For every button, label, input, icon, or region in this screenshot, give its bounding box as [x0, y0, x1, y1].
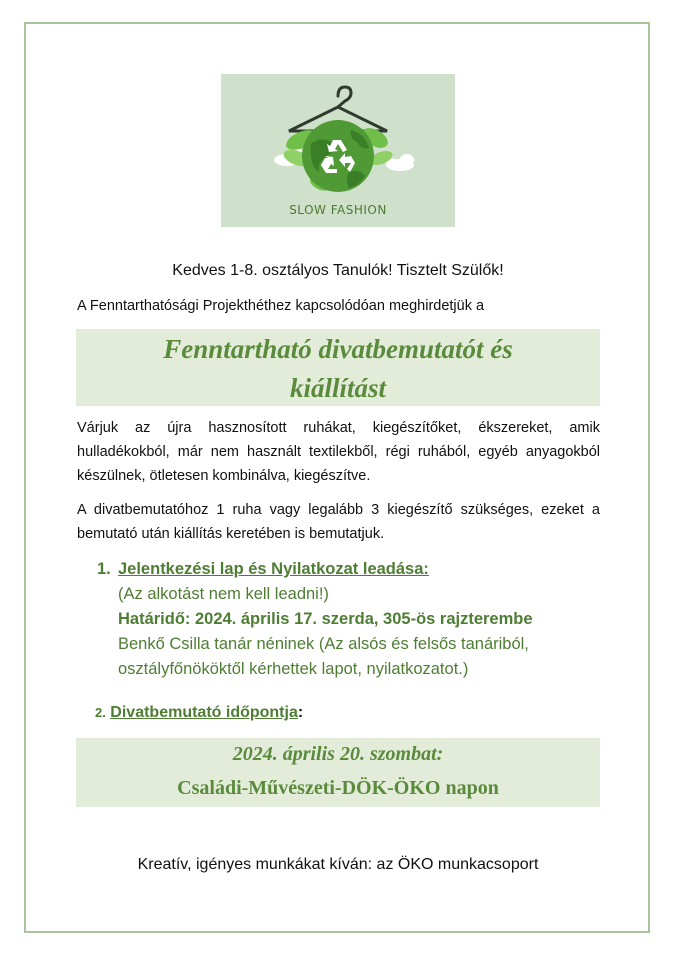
- paragraph-requirements: A divatbemutatóhoz 1 ruha vagy legalább 3 kiegészítő szükséges, ezeket a bemutató után kiállítás keretében is bemutatjuk.: [77, 502, 600, 542]
- registration-note: (Az alkotást nem kell leadni!): [118, 585, 329, 603]
- footer-signature: Kreatív, igényes munkákat kíván: az ÖKO munkacsoport: [137, 856, 539, 873]
- paragraph-invitation: Várjuk az újra hasznosított ruhákat, kiegészítőket, ékszereket, amik hulladékokból, már nem használt textilekből, régi ruhából, egyéb anyagokból készülnek, ötletesen kombinálva, kiegészítve.: [77, 420, 600, 484]
- registration-contact-line1: Benkő Csilla tanár néninek (Az alsós és felsős tanáriból,: [118, 635, 529, 653]
- event-date: 2024. április 20. szombat:: [232, 743, 444, 765]
- show-date-heading: Divatbemutató időpontja: [110, 704, 298, 721]
- registration-heading: Jelentkezési lap és Nyilatkozat leadása:: [118, 560, 429, 578]
- list-number: 2.: [95, 705, 106, 720]
- logo-text: SLOW FASHION: [289, 203, 387, 217]
- event-name: Családi-Művészeti-DÖK-ÖKO napon: [177, 777, 499, 799]
- globe-icon: [302, 120, 374, 192]
- greeting: Kedves 1-8. osztályos Tanulók! Tisztelt Szülők!: [172, 262, 504, 279]
- title-band: [76, 329, 600, 406]
- show-date-colon: :: [297, 704, 304, 721]
- registration-contact-line2: osztályfőnököktől kérhettek lapot, nyilatkozatot.): [118, 660, 469, 678]
- event-title-line1: Fenntartható divatbemutatót és: [163, 334, 513, 364]
- event-date-band: [76, 738, 600, 807]
- event-title-line2: kiállítást: [289, 373, 387, 403]
- list-item-show-date: [95, 704, 303, 722]
- registration-deadline: Határidő: 2024. április 17. szerda, 305-ös rajzterembe: [118, 610, 533, 628]
- list-item-body: [118, 557, 638, 682]
- intro-text: A Fenntarthatósági Projekthéthez kapcsolódóan meghirdetjük a: [77, 298, 485, 314]
- slow-fashion-logo: [221, 74, 455, 227]
- list-number: 1.: [97, 560, 111, 578]
